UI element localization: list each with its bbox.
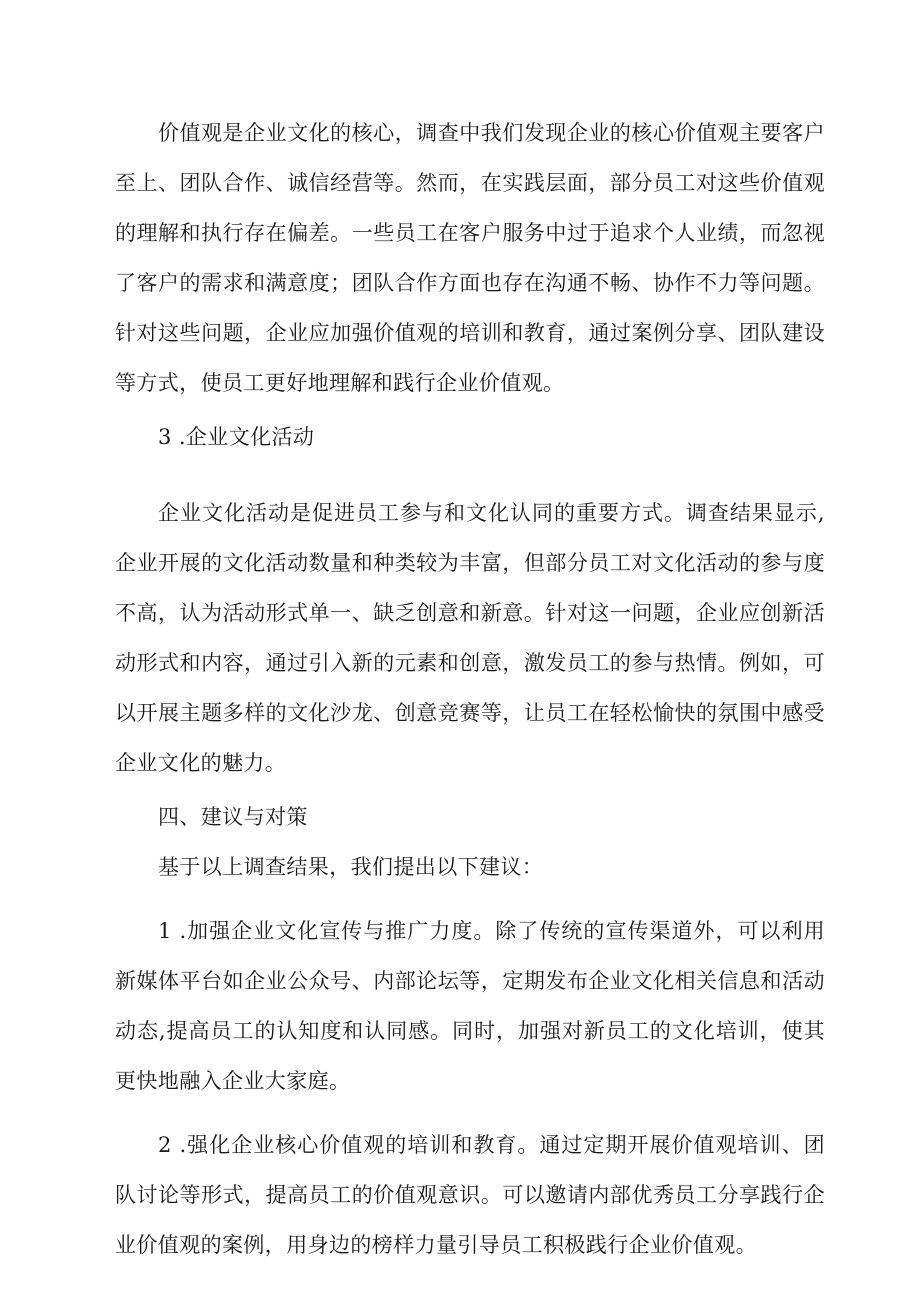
heading-culture-activities: 3 .企业文化活动 bbox=[158, 425, 315, 449]
paragraph-core-values: 价值观是企业文化的核心，调查中我们发现企业的核心价值观主要客户至上、团队合作、诚信经营等。然而，在实践层面，部分员工对这些价值观的理解和执行存在偏差。一些员工在客户服务中过于追求个人业绩，而忽视了客户的需求和满意度；团队合作方面也存在沟通不畅、协作不力等问题。针对这些问题，企业应加强价值观的培训和教育，通过案例分享、团队建设等方式，使员工更好地理解和践行企业价值观。 bbox=[115, 121, 825, 395]
heading-suggestions: 四、建议与对策 bbox=[158, 805, 308, 829]
paragraph-suggestion-2: 2 .强化企业核心价值观的培训和教育。通过定期开展价值观培训、团队讨论等形式，提高员工的价值观意识。可以邀请内部优秀员工分享践行企业价值观的案例，用身边的榜样力量引导员工积极践行企业价值观。 bbox=[115, 1133, 825, 1257]
document-body bbox=[115, 108, 825, 1270]
paragraph-culture-activities: 企业文化活动是促进员工参与和文化认同的重要方式。调查结果显示,企业开展的文化活动数量和种类较为丰富，但部分员工对文化活动的参与度不高，认为活动形式单一、缺乏创意和新意。针对这一问题，企业应创新活动形式和内容，通过引入新的元素和创意，激发员工的参与热情。例如，可以开展主题多样的文化沙龙、创意竞赛等，让员工在轻松愉快的氛围中感受企业文化的魅力。 bbox=[115, 501, 825, 775]
paragraph-suggestions-intro: 基于以上调查结果，我们提出以下建议： bbox=[158, 855, 544, 879]
paragraph-suggestion-1: 1 .加强企业文化宣传与推广力度。除了传统的宣传渠道外，可以利用新媒体平台如企业公众号、内部论坛等，定期发布企业文化相关信息和活动动态,提高员工的认知度和认同感。同时，加强对新员工的文化培训，使其更快地融入企业大家庭。 bbox=[115, 919, 825, 1093]
